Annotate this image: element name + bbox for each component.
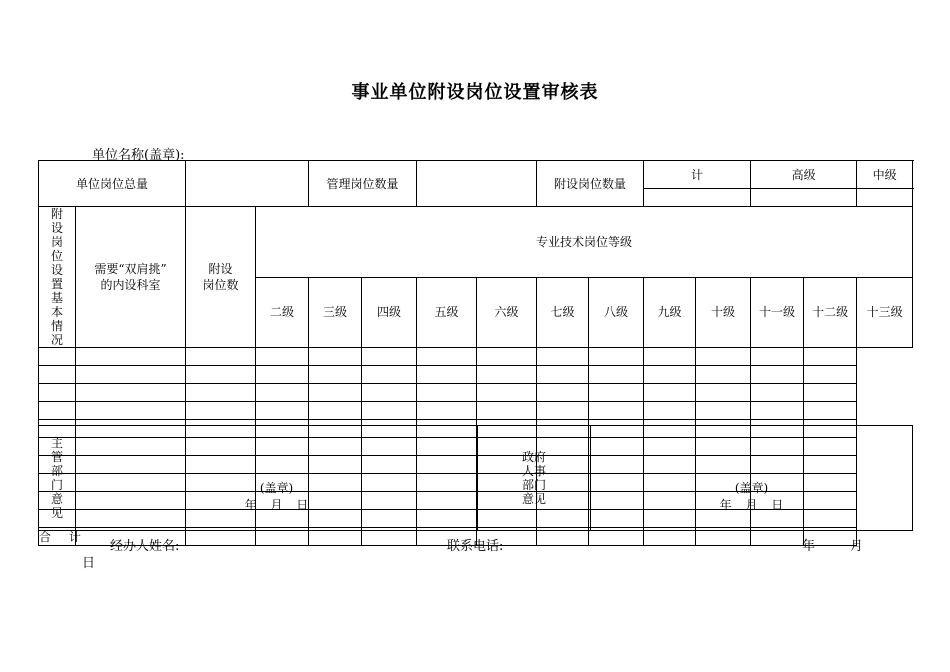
table-cell[interactable] <box>696 402 751 420</box>
table-cell[interactable] <box>76 384 186 402</box>
table-cell[interactable] <box>537 402 589 420</box>
unit-name-label: 单位名称(盖章): <box>92 148 185 163</box>
gaoji-header: 高级 <box>751 161 857 189</box>
total-row-label: 合 计 <box>39 529 81 544</box>
grade-header-cell: 十三级 <box>857 277 913 348</box>
table-cell[interactable] <box>39 348 76 366</box>
attached-positions-label: 附设岗位数量 <box>537 161 644 207</box>
table-cell[interactable] <box>186 402 256 420</box>
table-cell[interactable] <box>417 384 477 402</box>
ji-header: 计 <box>644 161 751 189</box>
gov-opinion-label <box>478 426 591 531</box>
ji-value[interactable] <box>644 189 751 207</box>
footer-day: 日 <box>82 556 96 571</box>
table-cell[interactable] <box>644 348 696 366</box>
supervisor-opinion-area[interactable] <box>76 426 478 531</box>
table-cell[interactable] <box>256 384 309 402</box>
table-cell[interactable] <box>644 366 696 384</box>
grade-header-cell: 四级 <box>362 277 417 348</box>
table-row <box>39 348 913 366</box>
grade-header-cell: 六级 <box>477 277 537 348</box>
table-cell[interactable] <box>537 384 589 402</box>
table-cell[interactable] <box>39 402 76 420</box>
table-cell[interactable] <box>751 366 804 384</box>
table-cell[interactable] <box>362 348 417 366</box>
supervisor-stamp: (盖章) <box>259 481 294 495</box>
grade-header-cell: 九级 <box>644 277 696 348</box>
grade-header-cell: 八级 <box>589 277 644 348</box>
table-cell[interactable] <box>644 402 696 420</box>
count-header: 附设 岗位数 <box>186 207 256 348</box>
grade-header-cell: 十一级 <box>751 277 804 348</box>
table-cell[interactable] <box>589 384 644 402</box>
table-cell[interactable] <box>477 384 537 402</box>
mgmt-positions-label: 管理岗位数量 <box>309 161 417 207</box>
table-cell[interactable] <box>417 402 477 420</box>
total-positions-label: 单位岗位总量 <box>39 161 186 207</box>
gov-opinion-area[interactable] <box>591 426 913 531</box>
table-cell[interactable] <box>537 366 589 384</box>
table-cell[interactable] <box>589 402 644 420</box>
table-cell[interactable] <box>696 366 751 384</box>
table-cell[interactable] <box>39 384 76 402</box>
table-cell[interactable] <box>186 348 256 366</box>
gov-label-line: 人事 <box>521 464 546 478</box>
zhongji-value[interactable] <box>857 189 913 207</box>
grade-header-cell: 十二级 <box>804 277 857 348</box>
table-cell[interactable] <box>804 402 857 420</box>
gaoji-value[interactable] <box>751 189 857 207</box>
grade-header-cell: 二级 <box>256 277 309 348</box>
table-cell[interactable] <box>477 366 537 384</box>
table-cell[interactable] <box>589 366 644 384</box>
table-cell[interactable] <box>751 402 804 420</box>
table-row <box>39 384 913 402</box>
table-cell[interactable] <box>477 348 537 366</box>
table-cell[interactable] <box>362 402 417 420</box>
grade-header-cell: 十级 <box>696 277 751 348</box>
table-cell[interactable] <box>39 366 76 384</box>
table-cell[interactable] <box>751 384 804 402</box>
grade-header-cell: 七级 <box>537 277 589 348</box>
mgmt-positions-value[interactable] <box>417 161 537 207</box>
handler-name-label: 经办人姓名: <box>110 539 180 554</box>
table-cell[interactable] <box>256 348 309 366</box>
table-cell[interactable] <box>76 366 186 384</box>
gov-label-line: 政府 <box>521 450 546 464</box>
table-cell[interactable] <box>186 366 256 384</box>
table-cell[interactable] <box>309 384 362 402</box>
gov-date: 年 月 日 <box>719 498 784 512</box>
table-row <box>39 402 913 420</box>
table-cell[interactable] <box>696 348 751 366</box>
total-positions-value[interactable] <box>186 161 309 207</box>
table-cell[interactable] <box>256 402 309 420</box>
zhongji-header: 中级 <box>857 161 913 189</box>
table-cell[interactable] <box>362 366 417 384</box>
grades-header: 专业技术岗位等级 <box>256 207 913 278</box>
gov-stamp: (盖章) <box>734 481 769 495</box>
table-cell[interactable] <box>804 366 857 384</box>
table-cell[interactable] <box>696 384 751 402</box>
supervisor-opinion-label: 主管部门意见 <box>39 426 76 531</box>
table-cell[interactable] <box>589 348 644 366</box>
footer-year: 年 <box>802 539 816 554</box>
table-cell[interactable] <box>309 348 362 366</box>
table-cell[interactable] <box>186 384 256 402</box>
page-title: 事业单位附设岗位设置审核表 <box>351 82 599 103</box>
table-cell[interactable] <box>76 402 186 420</box>
table-cell[interactable] <box>804 384 857 402</box>
dept-header: 需要“双肩挑” 的内设科室 <box>76 207 186 348</box>
table-cell[interactable] <box>477 402 537 420</box>
footer-month: 月 <box>850 539 864 554</box>
table-cell[interactable] <box>804 348 857 366</box>
table-cell[interactable] <box>751 348 804 366</box>
gov-label-line: 部门 <box>521 478 546 492</box>
table-cell[interactable] <box>417 366 477 384</box>
table-cell[interactable] <box>362 384 417 402</box>
section-label: 附设岗位设置基本情况 <box>39 207 76 348</box>
table-cell[interactable] <box>417 348 477 366</box>
gov-label-line: 意见 <box>521 492 546 506</box>
table-cell[interactable] <box>256 366 309 384</box>
table-cell[interactable] <box>309 366 362 384</box>
grade-header-cell: 三级 <box>309 277 362 348</box>
table-cell[interactable] <box>644 384 696 402</box>
opinion-table <box>38 425 913 531</box>
supervisor-date: 年 月 日 <box>244 498 309 512</box>
table-cell[interactable] <box>537 348 589 366</box>
phone-label: 联系电话: <box>447 539 504 554</box>
grade-header-cell: 五级 <box>417 277 477 348</box>
table-row <box>39 366 913 384</box>
table-cell[interactable] <box>309 402 362 420</box>
table-cell[interactable] <box>76 348 186 366</box>
